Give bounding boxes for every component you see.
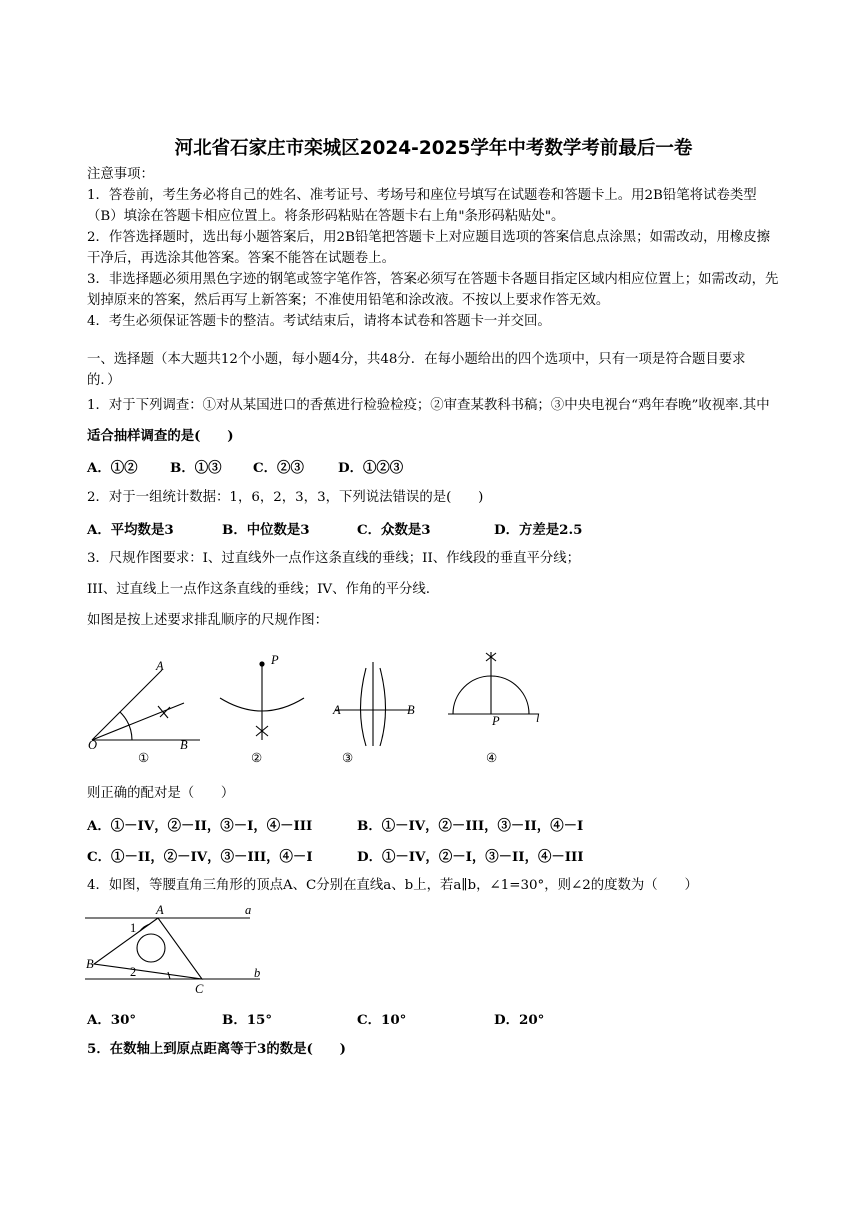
notice-line: 3．非选择题必须用黑色字迹的钢笔或签字笔作答，答案必须写在答题卡各题目指定区域内相应位置上；如需改动，先 [87, 272, 779, 287]
section-heading: 一、选择题（本大题共12个小题，每小题4分，共48分．在每小题给出的四个选项中，只有一项是符合题目要求 [87, 352, 746, 367]
label-a: A [156, 903, 164, 917]
construction-figure-2 [220, 666, 304, 740]
figure-number-4: ④ [486, 751, 498, 765]
q4-option-b[interactable]: B．15° [222, 1012, 273, 1028]
q3-option-d[interactable]: D．①－IV，②－I，③－II，④－III [357, 849, 584, 865]
notice-line: 划掉原来的答案，然后再写上新答案；不准使用铅笔和涂改液。不按以上要求作答无效。 [87, 293, 610, 308]
label-c: C [195, 982, 204, 996]
notice-line: 2．作答选择题时，选出每小题答案后，用2B铅笔把答题卡上对应题目选项的答案信息点涂黑；如需改动，用橡皮擦 [87, 230, 771, 245]
figure-number-2: ② [251, 751, 263, 765]
q1-option-a[interactable]: A．①② [87, 460, 138, 476]
question-2-stem: 2．对于一组统计数据：1，6，2，3，3，下列说法错误的是( ) [87, 490, 484, 505]
q1-option-d[interactable]: D．①②③ [338, 460, 404, 476]
question-1-stem-cont: 适合抽样调查的是( ) [87, 428, 234, 444]
label-b: B [86, 957, 94, 971]
notice-heading: 注意事项： [87, 167, 154, 182]
construction-figure-3 [335, 662, 412, 746]
question-4-stem: 4．如图，等腰直角三角形的顶点A、C分别在直线a、b上，若a∥b，∠1=30°，则∠2的度数为（ ） [87, 878, 698, 893]
q3-option-a[interactable]: A．①－IV，②－II，③－I，④－III [87, 818, 313, 834]
page-title: 河北省石家庄市栾城区2024-2025学年中考数学考前最后一卷 [174, 138, 693, 159]
point-p-marker [259, 661, 264, 666]
q1-option-c[interactable]: C．②③ [253, 460, 304, 476]
q2-option-c[interactable]: C．众数是3 [357, 522, 431, 538]
triangle-parallel-lines-figure [80, 898, 280, 998]
label-line-b: b [254, 966, 261, 980]
question-5-stem: 5．在数轴上到原点距离等于3的数是( ) [87, 1041, 346, 1057]
q1-option-b[interactable]: B．①③ [170, 460, 222, 476]
q2-option-a[interactable]: A．平均数是3 [87, 522, 174, 538]
label-line-a: a [245, 903, 252, 917]
label-b: B [407, 703, 415, 717]
label-l: l [536, 711, 540, 725]
question-3-stem: 3．尺规作图要求：I、过直线外一点作这条直线的垂线；II、作线段的垂直平分线； [87, 551, 581, 566]
q3-option-b[interactable]: B．①－IV，②－III，③－II，④－I [357, 818, 584, 834]
angle-1-label: 1 [130, 921, 137, 935]
label-p: P [492, 714, 500, 728]
q4-option-d[interactable]: D．20° [494, 1012, 545, 1028]
construction-figure-1 [92, 670, 200, 740]
figure-number-1: ① [138, 751, 150, 765]
label-a: A [156, 659, 164, 673]
figure-number-3: ③ [342, 751, 354, 765]
q4-option-c[interactable]: C．10° [357, 1012, 407, 1028]
q2-option-b[interactable]: B．中位数是3 [222, 522, 310, 538]
angle-2-label: 2 [130, 965, 137, 979]
q2-option-d[interactable]: D．方差是2.5 [494, 522, 583, 538]
label-o: O [88, 738, 98, 752]
label-p: P [271, 653, 279, 667]
construction-figure-4 [448, 652, 538, 714]
question-1-stem: 1．对于下列调查：①对从某国进口的香蕉进行检验检疫；②审查某教科书稿；③中央电视台“鸡年春晚”收视率.其中 [87, 398, 770, 413]
notice-line: （B）填涂在答题卡相应位置上。将条形码粘贴在答题卡右上角"条形码粘贴处"。 [87, 209, 565, 224]
notice-line: 干净后，再选涂其他答案。答案不能答在试题卷上。 [87, 251, 395, 266]
question-3-ask: 则正确的配对是（ ） [87, 786, 235, 801]
section-heading-cont: 的．） [87, 373, 121, 388]
q4-option-a[interactable]: A．30° [87, 1012, 137, 1028]
compass-constructions-figure [80, 640, 560, 775]
notice-line: 4．考生必须保证答题卡的整洁。考试结束后，请将本试卷和答题卡一并交回。 [87, 314, 551, 329]
q3-option-c[interactable]: C．①－II，②－IV，③－III，④－I [87, 849, 313, 865]
question-3-figure-intro: 如图是按上述要求排乱顺序的尺规作图： [87, 613, 329, 628]
label-b: B [180, 738, 188, 752]
notice-line: 1．答卷前，考生务必将自己的姓名、准考证号、考场号和座位号填写在试题卷和答题卡上。用2B铅笔将试卷类型 [87, 188, 757, 203]
question-3-stem-cont: III、过直线上一点作这条直线的垂线；IV、作角的平分线. [87, 582, 431, 597]
label-a: A [333, 703, 341, 717]
